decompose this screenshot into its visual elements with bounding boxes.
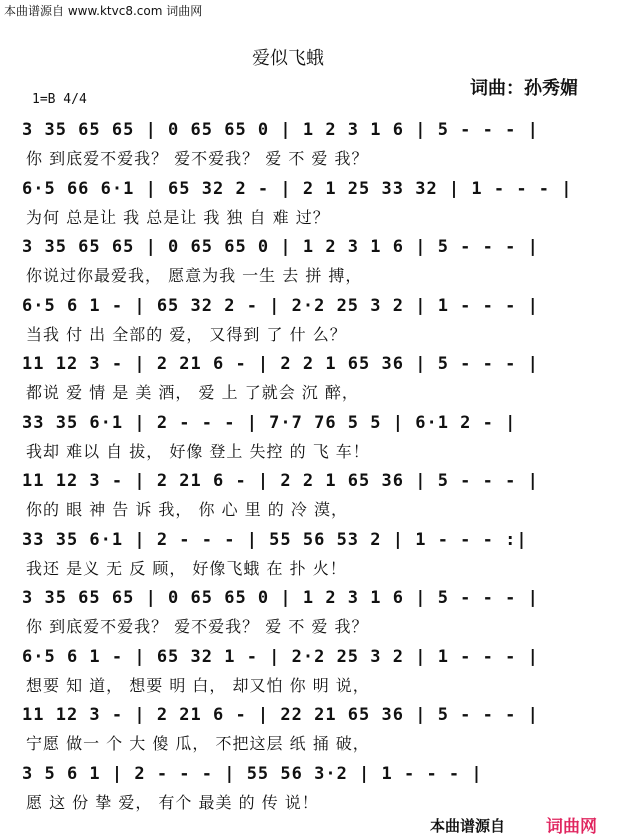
lyric-line: 都说 爱 情 是 美 酒， 爱 上 了就会 沉 醉， — [26, 383, 359, 402]
notation-line: 33 35 6·1 | 2 - - - | 55 56 53 2 | 1 - - - :| — [22, 529, 528, 550]
notation-line: 3 5 6 1 | 2 - - - | 55 56 3·2 | 1 - - - | — [22, 763, 483, 784]
notation-line: 3 35 65 65 | 0 65 65 0 | 1 2 3 1 6 | 5 - - - | — [22, 588, 539, 608]
lyric-line: 我却 难以 自 拔， 好像 登上 失控 的 飞 车！ — [26, 441, 370, 461]
notation-line: 3 35 65 65 | 0 65 65 0 | 1 2 3 1 6 | 5 - - - | — [22, 237, 539, 257]
lyric-line: 你说过你最爱我， 愿意为我 一生 去 拼 搏， — [26, 266, 363, 285]
notation-line: 11 12 3 - | 2 21 6 - | 22 21 65 36 | 5 - - - | — [22, 705, 539, 725]
lyric-line: 你 到底爱不爱我？ 爱不爱我？ 爱 不 爱 我？ — [26, 617, 369, 636]
lyric-line: 想要 知 道， 想要 明 白， 却又怕 你 明 说， — [26, 675, 370, 695]
lyric-line: 愿 这 份 挚 爱， 有个 最美 的 传 说！ — [26, 792, 319, 812]
footer-source: 本曲谱源自 — [430, 817, 506, 835]
header-source: 本曲谱源自 www.ktvc8.com 词曲网 — [4, 4, 203, 18]
lyric-line: 为何 总是让 我 总是让 我 独 自 难 过？ — [26, 207, 330, 227]
lyric-line: 宁愿 做一 个 大 傻 瓜， 不把这层 纸 捅 破， — [26, 734, 370, 753]
notation-line: 11 12 3 - | 2 21 6 - | 2 2 1 65 36 | 5 - - - | — [22, 354, 539, 374]
credits: 词曲：孙秀媚 — [470, 78, 578, 99]
lyric-line: 我还 是义 无 反 顾， 好像飞蛾 在 扑 火！ — [26, 558, 347, 578]
song-title: 爱似飞蛾 — [252, 48, 324, 69]
lyric-line: 当我 付 出 全部的 爱， 又得到 了 什 么？ — [26, 324, 347, 344]
notation-line: 6·5 6 1 - | 65 32 1 - | 2·2 25 3 2 | 1 - - - | — [22, 646, 539, 667]
notation-line: 6·5 6 1 - | 65 32 2 - | 2·2 25 3 2 | 1 - - - | — [22, 295, 539, 316]
footer-logo: 词曲网 — [546, 817, 597, 837]
notation-line: 11 12 3 - | 2 21 6 - | 2 2 1 65 36 | 5 - - - | — [22, 471, 539, 491]
key-signature: 1=B 4/4 — [32, 92, 87, 107]
notation-line: 33 35 6·1 | 2 - - - | 7·7 76 5 5 | 6·1 2 - | — [22, 412, 517, 433]
notation-line: 6·5 66 6·1 | 65 32 2 - | 2 1 25 33 32 | 1 - - - | — [22, 178, 573, 199]
notation-line: 3 35 65 65 | 0 65 65 0 | 1 2 3 1 6 | 5 - - - | — [22, 120, 539, 140]
lyric-line: 你的 眼 神 告 诉 我， 你 心 里 的 冷 漠， — [26, 500, 348, 519]
lyric-line: 你 到底爱不爱我？ 爱不爱我？ 爱 不 爱 我？ — [26, 149, 369, 168]
